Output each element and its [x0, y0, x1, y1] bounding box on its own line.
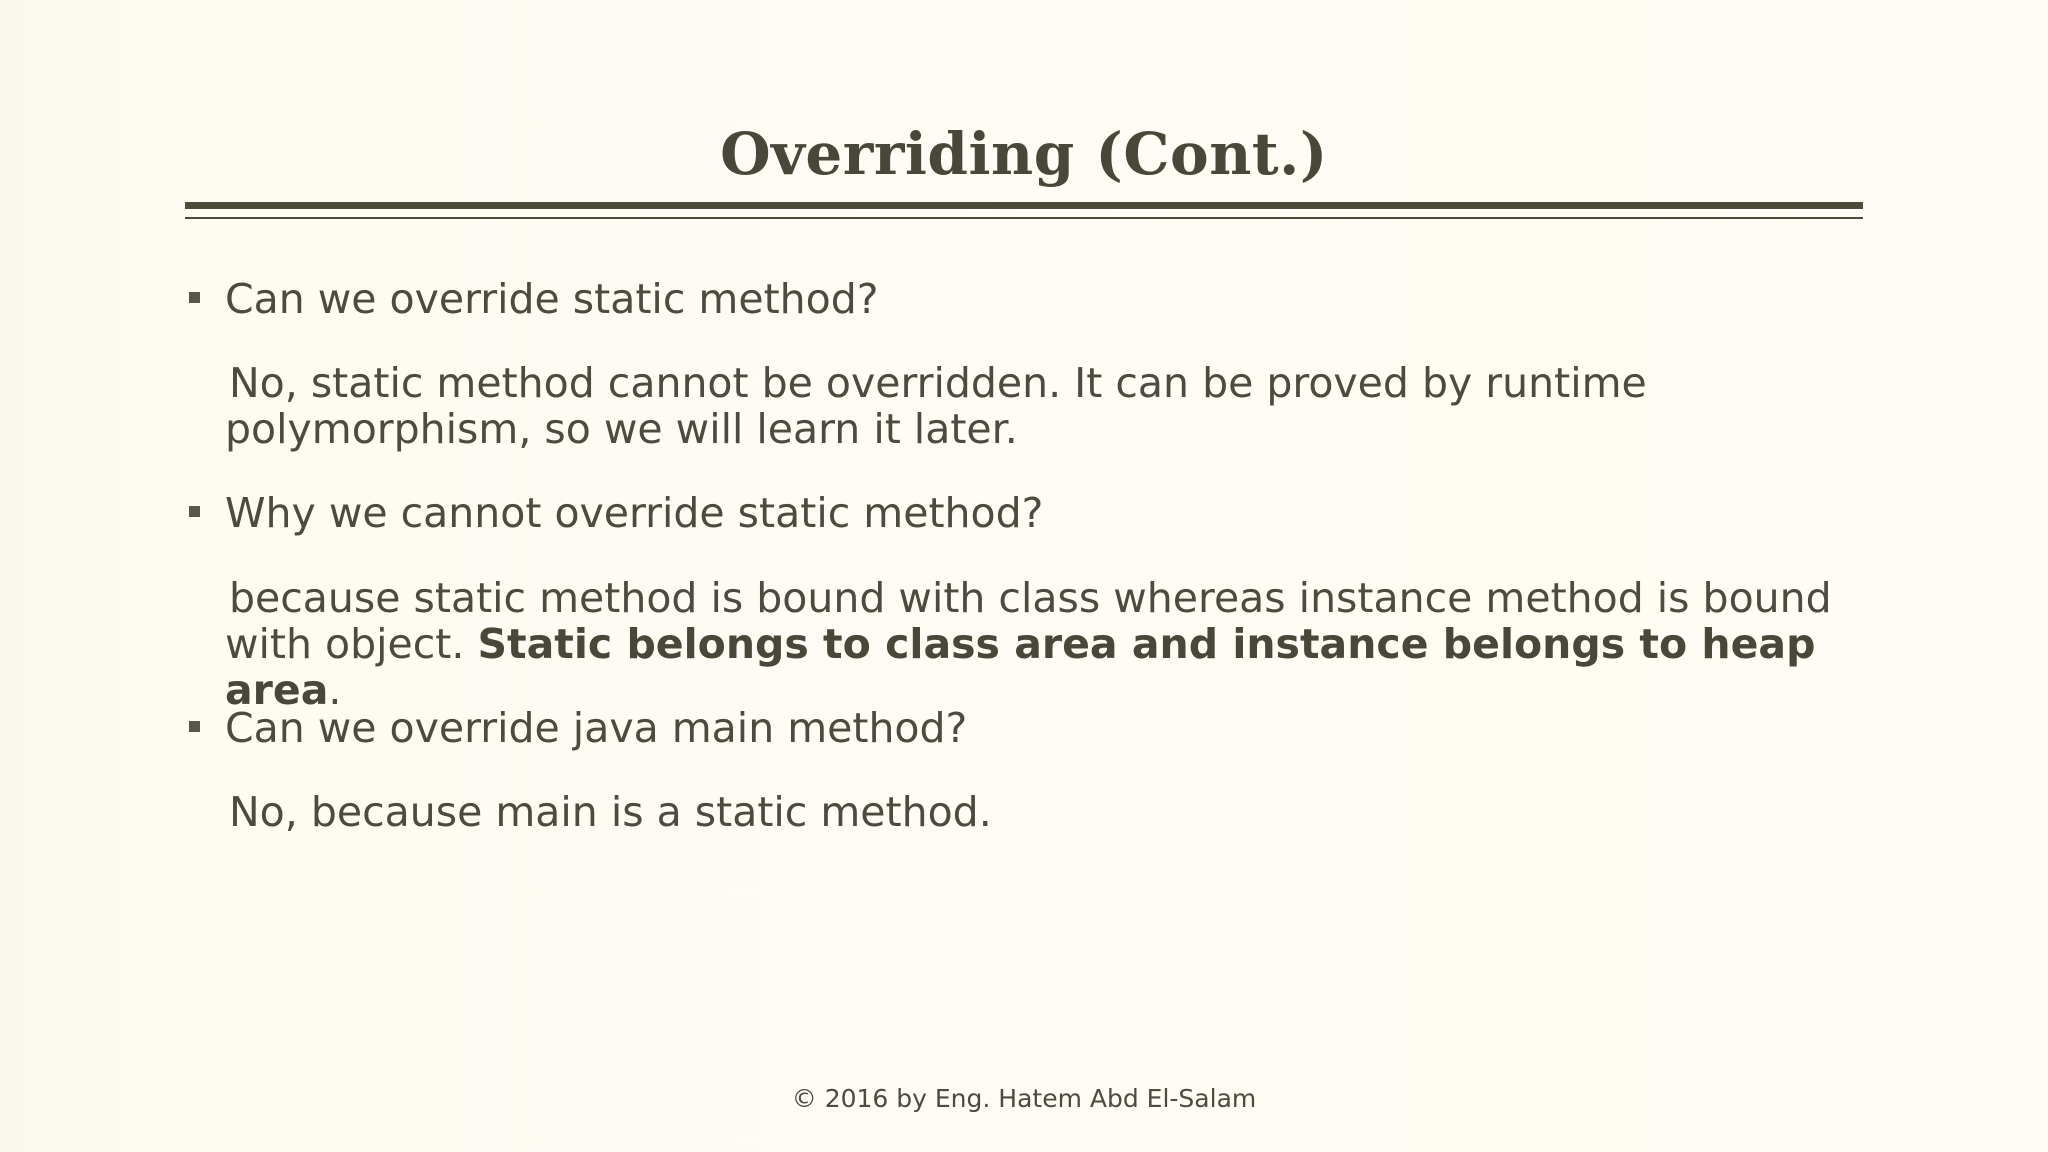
title-underline-thick: [185, 202, 1863, 209]
copyright-footer: © 2016 by Eng. Hatem Abd El-Salam: [791, 1084, 1257, 1113]
question-3: Can we override java main method?: [225, 704, 968, 752]
bullet-marker-3: [189, 721, 200, 732]
bullet-marker-2: [189, 506, 200, 517]
answer-3: [225, 789, 1885, 835]
question-1: Can we override static method?: [225, 275, 879, 323]
answer-2-tail: .: [328, 666, 342, 714]
answer-1: [225, 360, 1885, 452]
answer-2-emphasis: Static belongs to class area and instance belongs to heap area: [225, 620, 1816, 714]
answer-2: [225, 575, 1885, 713]
answer-1-text: No, static method cannot be overridden. It can be proved by runtime polymorphism, so we will learn it later.: [225, 359, 1647, 453]
slide-title: Overriding (Cont.): [720, 120, 1328, 188]
title-underline-thin: [185, 217, 1863, 219]
answer-2-text: because static method is bound with class whereas instance method is bound with object.: [225, 574, 1832, 668]
bullet-marker-1: [189, 292, 200, 303]
answer-3-text: No, because main is a static method.: [229, 788, 992, 836]
question-2: Why we cannot override static method?: [225, 489, 1044, 537]
